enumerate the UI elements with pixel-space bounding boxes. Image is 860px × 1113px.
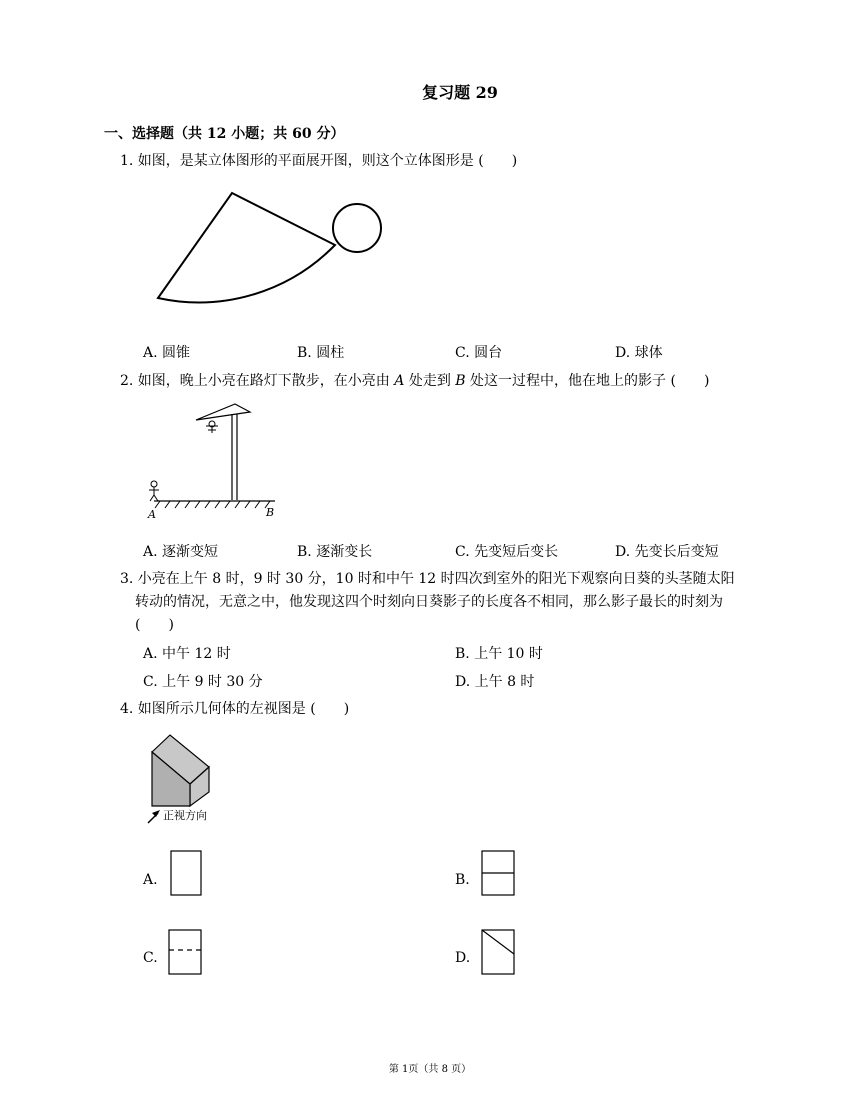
q1-option-a[interactable]: A. 圆锥 bbox=[143, 345, 191, 361]
q1-option-c[interactable]: C. 圆台 bbox=[455, 345, 503, 361]
view-direction-label: 正视方向 bbox=[163, 809, 207, 822]
q1-option-b[interactable]: B. 圆柱 bbox=[297, 345, 345, 361]
q2-option-d[interactable]: D. 先变长后变短 bbox=[615, 544, 719, 560]
streetlight-figure bbox=[140, 400, 290, 525]
q4-option-d[interactable]: D. bbox=[455, 950, 471, 966]
q4-option-d-figure bbox=[481, 929, 515, 975]
q4-option-c-figure bbox=[168, 929, 202, 975]
page-footer: 第 1页（共 8 页） bbox=[388, 1064, 472, 1075]
q3-option-b[interactable]: B. 上午 10 时 bbox=[455, 646, 543, 662]
question-3-stem: 3. 小亮在上午 8 时，9 时 30 分，10 时和中午 12 时四次到室外的阳光下观察向日葵的头茎随太阳 转动的情况，无意之中，他发现这四个时刻向日葵影子的长度各不相同，那么影子最长的时刻为 ( ) bbox=[120, 571, 735, 633]
q3-option-a[interactable]: A. 中午 12 时 bbox=[143, 646, 231, 662]
q4-option-a-figure bbox=[170, 850, 202, 896]
q4-option-b-figure bbox=[481, 850, 515, 896]
q3-option-d[interactable]: D. 上午 8 时 bbox=[455, 674, 535, 690]
q2-option-c[interactable]: C. 先变短后变长 bbox=[455, 544, 559, 560]
question-2-stem: 2. 如图，晚上小亮在路灯下散步，在小亮由 A 处走到 B 处这一过程中，他在地上的影子 ( ) bbox=[120, 373, 710, 389]
q1-option-d[interactable]: D. 球体 bbox=[615, 345, 663, 361]
q2-option-b[interactable]: B. 逐渐变长 bbox=[297, 544, 373, 560]
section-heading: 一、选择题（共 12 小题；共 60 分） bbox=[104, 126, 345, 142]
question-1-stem: 1. 如图，是某立体图形的平面展开图，则这个立体图形是 ( ) bbox=[120, 153, 518, 169]
q4-option-c[interactable]: C. bbox=[143, 950, 158, 966]
q2-option-a[interactable]: A. 逐渐变短 bbox=[143, 544, 219, 560]
question-4-stem: 4. 如图所示几何体的左视图是 ( ) bbox=[120, 701, 350, 717]
label-b: B bbox=[266, 506, 275, 519]
q4-option-a[interactable]: A. bbox=[143, 872, 158, 888]
label-a: A bbox=[148, 508, 156, 521]
q4-option-b[interactable]: B. bbox=[455, 872, 470, 888]
q3-option-c[interactable]: C. 上午 9 时 30 分 bbox=[143, 674, 263, 690]
sector-circle-net-figure bbox=[150, 190, 390, 330]
page-title: 复习题 29 bbox=[422, 83, 498, 102]
solid-geometry-figure bbox=[142, 730, 252, 830]
